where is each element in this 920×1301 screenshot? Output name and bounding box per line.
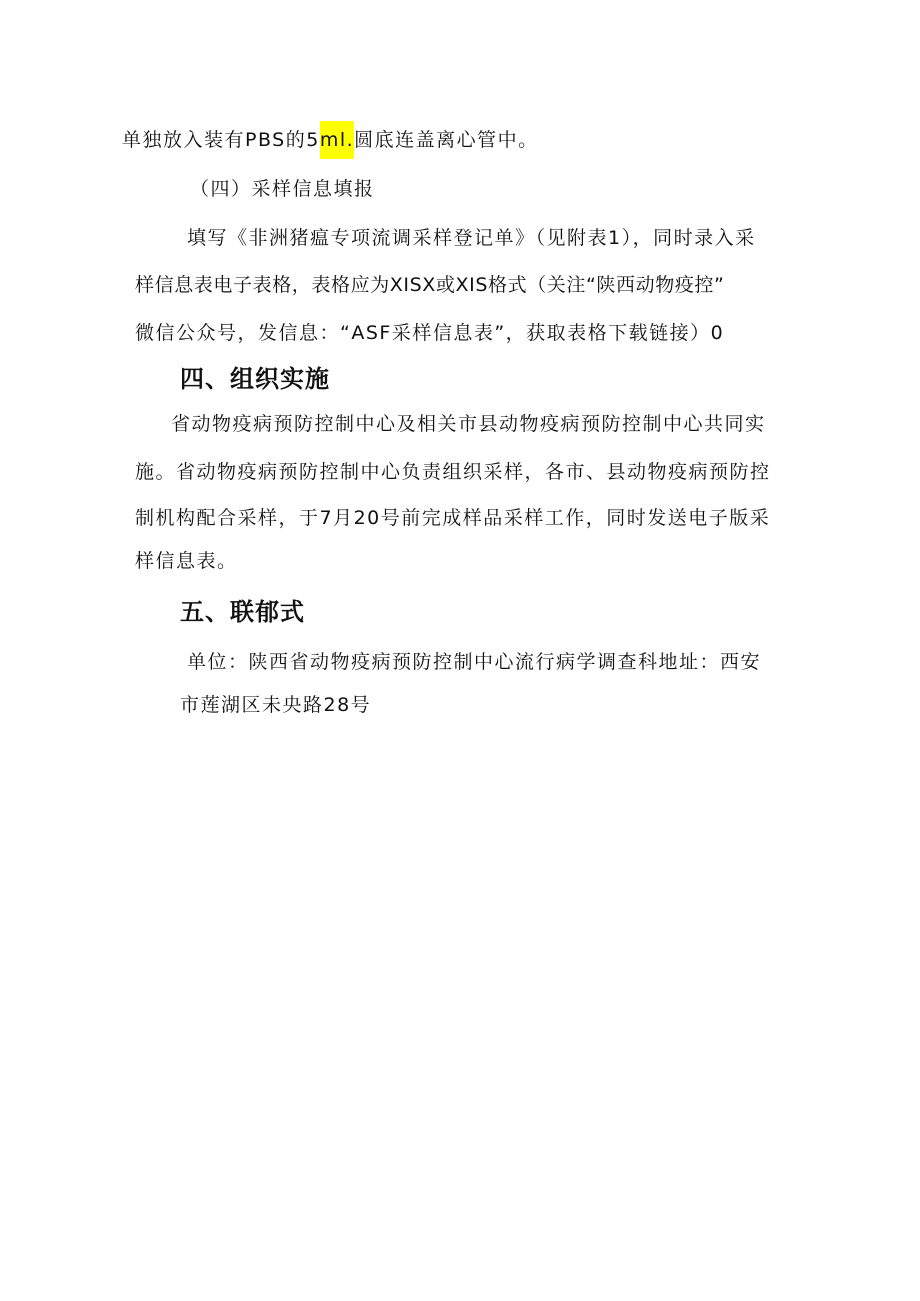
sampling-info-line-1: 填写《非洲猪瘟专项流调采样登记单》（见附表1），同时录入采	[187, 227, 756, 249]
sampling-info-line-3: 微信公众号，发信息：“ASF采样信息表”，获取表格下载链接）0	[135, 322, 725, 344]
subsection-title-sampling-info: （四）采样信息填报	[190, 178, 375, 200]
section-title-organization: 四、组织实施	[180, 365, 330, 393]
contact-line-2: 市莲湖区未央路28号	[180, 694, 372, 716]
section-title-contact: 五、联郁式	[180, 598, 305, 626]
organization-line-2: 施。省动物疫病预防控制中心负责组织采样，各市、县动物疫病预防控	[135, 461, 771, 483]
organization-line-3: 制机构配合采样，于7月20号前完成样品采样工作，同时发送电子版采	[135, 507, 771, 529]
highlighted-volume: ml.	[320, 121, 354, 159]
sampling-info-line-2: 样信息表电子表格，表格应为XISX或XIS格式（关注“陕西动物疫控”	[135, 274, 725, 296]
organization-line-1: 省动物疫病预防控制中心及相关市县动物疫病预防控制中心共同实	[171, 413, 766, 435]
sample-tube-text-before: 单独放入装有PBS的5	[122, 129, 320, 151]
contact-line-1: 单位：陕西省动物疫病预防控制中心流行病学调查科地址：西安	[187, 651, 762, 673]
paragraph-sample-tube	[122, 127, 539, 153]
sample-tube-text-after: 圆底连盖离心管中。	[354, 129, 539, 151]
organization-line-4: 样信息表。	[135, 550, 238, 572]
